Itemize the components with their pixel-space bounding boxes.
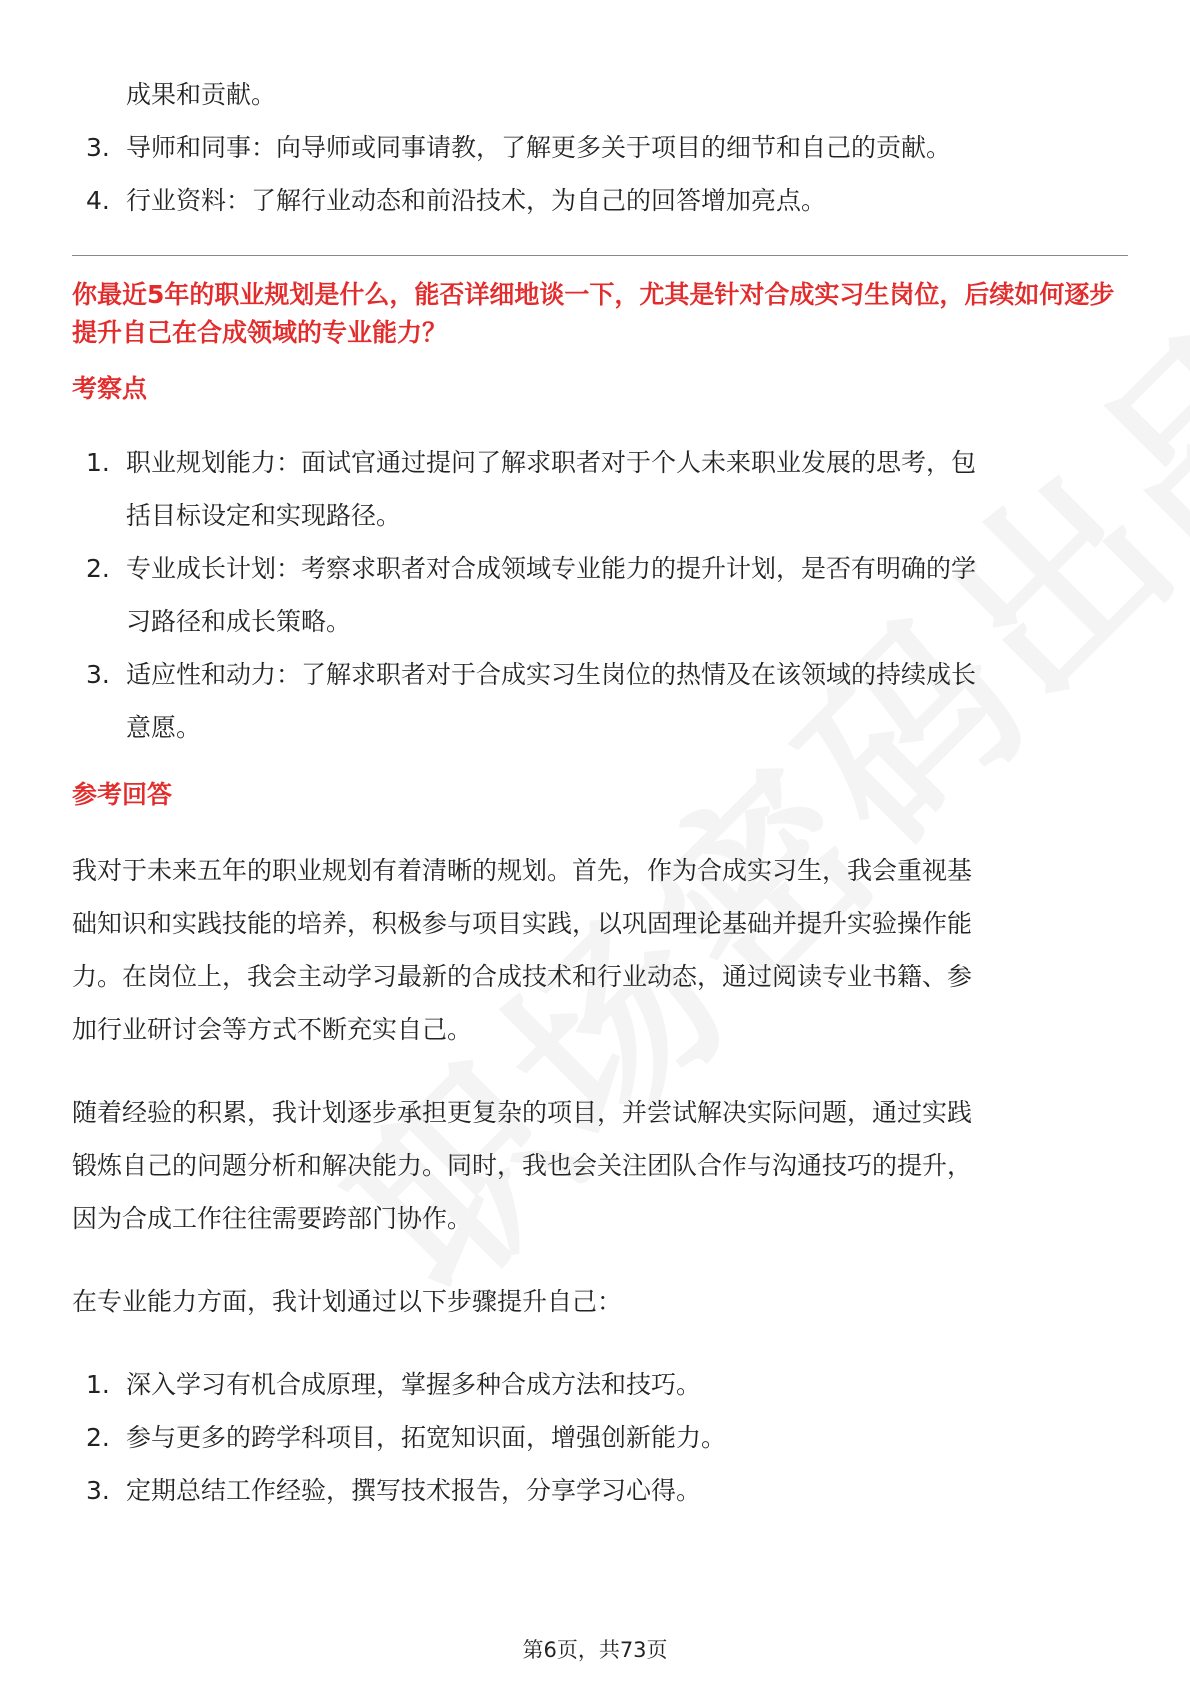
answer-paragraph bbox=[72, 1086, 1128, 1245]
paragraph-line: 力。在岗位上，我会主动学习最新的合成技术和行业动态，通过阅读专业书籍、参 bbox=[72, 962, 973, 991]
list-text-line: 适应性和动力：了解求职者对于合成实习生岗位的热情及在该领域的持续成长 bbox=[126, 660, 977, 689]
examine-heading: 考察点 bbox=[72, 374, 148, 403]
list-item bbox=[72, 436, 1128, 542]
list-text-line: 职业规划能力：面试官通过提问了解求职者对于个人未来职业发展的思考，包 bbox=[126, 448, 977, 477]
paragraph-line: 锻炼自己的问题分析和解决能力。同时，我也会关注团队合作与沟通技巧的提升， bbox=[72, 1151, 973, 1180]
list-number: 1. bbox=[86, 448, 110, 477]
answer-heading: 参考回答 bbox=[72, 780, 173, 809]
list-item-continuation: 成果和贡献。 bbox=[126, 80, 277, 109]
paragraph-line: 因为合成工作往往需要跨部门协作。 bbox=[72, 1204, 473, 1233]
list-number: 2. bbox=[86, 554, 110, 583]
list-number: 3. bbox=[86, 133, 110, 162]
section-divider bbox=[72, 255, 1128, 256]
list-number: 3. bbox=[86, 1476, 110, 1505]
paragraph-line: 在专业能力方面，我计划通过以下步骤提升自己： bbox=[72, 1287, 623, 1316]
paragraph-line: 随着经验的积累，我计划逐步承担更复杂的项目，并尝试解决实际问题，通过实践 bbox=[72, 1098, 973, 1127]
list-item bbox=[72, 121, 1128, 174]
list-item bbox=[72, 1358, 1128, 1411]
list-number: 3. bbox=[86, 660, 110, 689]
list-number: 1. bbox=[86, 1370, 110, 1399]
list-text: 参与更多的跨学科项目，拓宽知识面，增强创新能力。 bbox=[126, 1423, 727, 1452]
list-text-line: 括目标设定和实现路径。 bbox=[126, 501, 402, 530]
steps-list bbox=[72, 1358, 1128, 1517]
list-item bbox=[72, 542, 1128, 648]
list-item bbox=[72, 1411, 1128, 1464]
list-text: 定期总结工作经验，撰写技术报告，分享学习心得。 bbox=[126, 1476, 702, 1505]
page-content bbox=[72, 68, 1128, 1517]
list-item bbox=[72, 1464, 1128, 1517]
list-number: 2. bbox=[86, 1423, 110, 1452]
question-heading: 你最近5年的职业规划是什么，能否详细地谈一下，尤其是针对合成实习生岗位，后续如何逐步提升自己在合成领域的专业能力？ bbox=[72, 280, 1115, 347]
answer-paragraph bbox=[72, 844, 1128, 1056]
examine-list bbox=[72, 436, 1128, 754]
list-text-line: 专业成长计划：考察求职者对合成领域专业能力的提升计划，是否有明确的学 bbox=[126, 554, 977, 583]
answer-paragraph bbox=[72, 1275, 1128, 1328]
page-number-footer: 第6页，共73页 bbox=[522, 1638, 668, 1662]
list-number: 4. bbox=[86, 186, 110, 215]
paragraph-line: 础知识和实践技能的培养，积极参与项目实践，以巩固理论基础并提升实验操作能 bbox=[72, 909, 973, 938]
list-text-line: 意愿。 bbox=[126, 713, 202, 742]
list-item bbox=[72, 648, 1128, 754]
list-text: 导师和同事：向导师或同事请教，了解更多关于项目的细节和自己的贡献。 bbox=[126, 133, 952, 162]
paragraph-line: 加行业研讨会等方式不断充实自己。 bbox=[72, 1015, 473, 1044]
list-text: 行业资料：了解行业动态和前沿技术，为自己的回答增加亮点。 bbox=[126, 186, 827, 215]
prev-list bbox=[72, 121, 1128, 227]
list-text: 深入学习有机合成原理，掌握多种合成方法和技巧。 bbox=[126, 1370, 702, 1399]
list-text-line: 习路径和成长策略。 bbox=[126, 607, 352, 636]
paragraph-line: 我对于未来五年的职业规划有着清晰的规划。首先，作为合成实习生，我会重视基 bbox=[72, 856, 973, 885]
list-item bbox=[72, 174, 1128, 227]
